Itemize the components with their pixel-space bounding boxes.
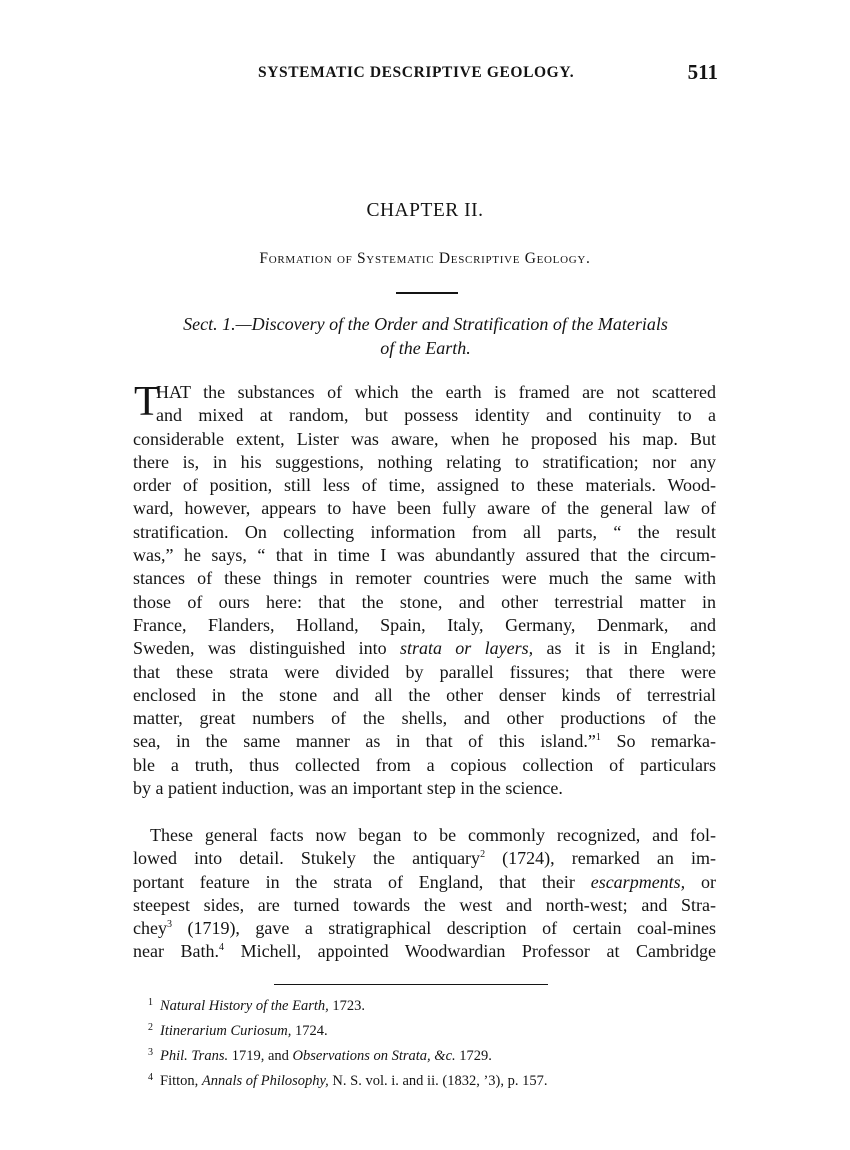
line-text: sea, in the same manner as in that of this island.” [133,731,596,752]
footnote-text: 1729. [455,1048,492,1064]
section-divider [396,292,458,294]
paragraph-line: those of ours here: that the stone, and other terrestrial matter in [133,591,716,612]
line-text: near Bath. [133,941,220,962]
section-title-line1: Discovery of the Order and Stratification of the Materials [251,314,668,334]
paragraph-line [133,940,716,963]
paragraph-line [133,847,716,870]
paragraph-line: These general facts now began to be commonly recognized, and fol- [150,825,716,845]
section-heading [133,312,718,360]
paragraph-1 [133,381,716,800]
footnote-title: Annals of Philosophy, [201,1073,329,1089]
paragraph-line: ble a truth, thus collected from a copious collection of particulars [133,754,716,775]
running-title: SYSTEMATIC DESCRIPTIVE GEOLOGY. [258,64,575,81]
section-title-line2: of the Earth. [380,338,471,358]
footnote-mark: 1 [148,997,153,1008]
paragraph-line [133,637,716,660]
footnote-ref: 1 [595,732,601,744]
paragraph-line: HAT the substances of which the earth is framed are not scattered [156,382,716,402]
line-text: (1719), gave a stratigraphical description of certain coal-mines [171,918,716,939]
paragraph-line [133,871,716,894]
running-head [258,60,718,88]
paragraph-line: stratification. On collecting information from all parts, “ the result [133,521,716,542]
footnote-mark: 2 [148,1022,153,1033]
paragraph-line: order of position, still less of time, assigned to these materials. Wood- [133,475,716,496]
footnote-text: Fitton, [160,1073,202,1089]
paragraph-line: there is, in his suggestions, nothing relating to stratification; nor any [133,451,716,472]
line-text: Michell, appointed Woodwardian Professor at Cambridge [224,941,717,962]
footnote [148,1017,708,1042]
footnotes [148,992,708,1092]
line-text: So remarka- [600,731,716,752]
footnote [148,992,708,1017]
paragraph-line: France, Flanders, Holland, Spain, Italy, Germany, Denmark, and [133,614,716,635]
paragraph-line: considerable extent, Lister was aware, when he proposed his map. But [133,428,716,449]
page-number: 511 [687,60,718,84]
footnote-title: Phil. Trans. [160,1048,229,1064]
drop-cap: T [134,379,160,425]
line-text: lowed into detail. Stukely the antiquary [133,848,481,869]
footnote-ref: 2 [480,849,486,861]
section-label: Sect. 1. [183,314,236,334]
footnote-title: Natural History of the Earth, [160,998,329,1014]
paragraph-line: stances of these things in remoter countries were much the same with [133,568,716,589]
footnote-ref: 3 [166,919,172,931]
paragraph-2 [133,824,716,964]
footnote [148,1042,708,1067]
line-text: chey [133,918,167,939]
line-text: portant feature in the strata of England, that their [133,871,591,892]
paragraph-line: steepest sides, are turned towards the west and north-west; and Stra- [133,894,716,915]
section-dash: — [235,314,252,334]
paragraph-line [133,917,716,940]
paragraph-line: enclosed in the stone and all the other denser kinds of terrestrial [133,684,716,705]
italic-term: strata or layers, [399,638,534,659]
footnote-rule [274,984,548,985]
line-text: (1724), remarked an im- [485,848,716,869]
paragraph-line [133,730,716,753]
paragraph-line: and mixed at random, but possess identity and continuity to a [156,405,716,426]
footnote-text: N. S. vol. i. and ii. (1832, ’3), p. 157. [328,1073,548,1089]
footnote-text: 1723. [328,998,366,1014]
paragraph-line: matter, great numbers of the shells, and other productions of the [133,708,716,729]
footnote-ref: 4 [219,942,225,954]
line-text: Sweden, was distinguished into [133,638,400,659]
footnote-mark: 4 [148,1072,153,1083]
italic-term: escarpments, [590,871,686,892]
paragraph-line: that these strata were divided by parallel fissures; that there were [133,661,716,682]
paragraph-line: by a patient induction, was an important step in the science. [133,778,563,799]
chapter-heading: CHAPTER II. [366,200,484,221]
paragraph-line: ward, however, appears to have been fully aware of the general law of [133,498,716,519]
footnote-title: Observations on Strata, &c. [292,1048,456,1064]
line-text: as it is in England; [533,638,716,659]
line-text: or [685,871,716,892]
footnote-text: 1719, and [228,1048,293,1064]
footnote-mark: 3 [148,1047,153,1058]
chapter-title: Formation of Systematic Descriptive Geology. [259,250,591,267]
footnote-text: 1724. [291,1023,328,1039]
paragraph-line: was,” he says, “ that in time I was abundantly assured that the circum- [133,545,716,566]
footnote [148,1067,708,1092]
footnote-title: Itinerarium Curiosum, [160,1023,292,1039]
